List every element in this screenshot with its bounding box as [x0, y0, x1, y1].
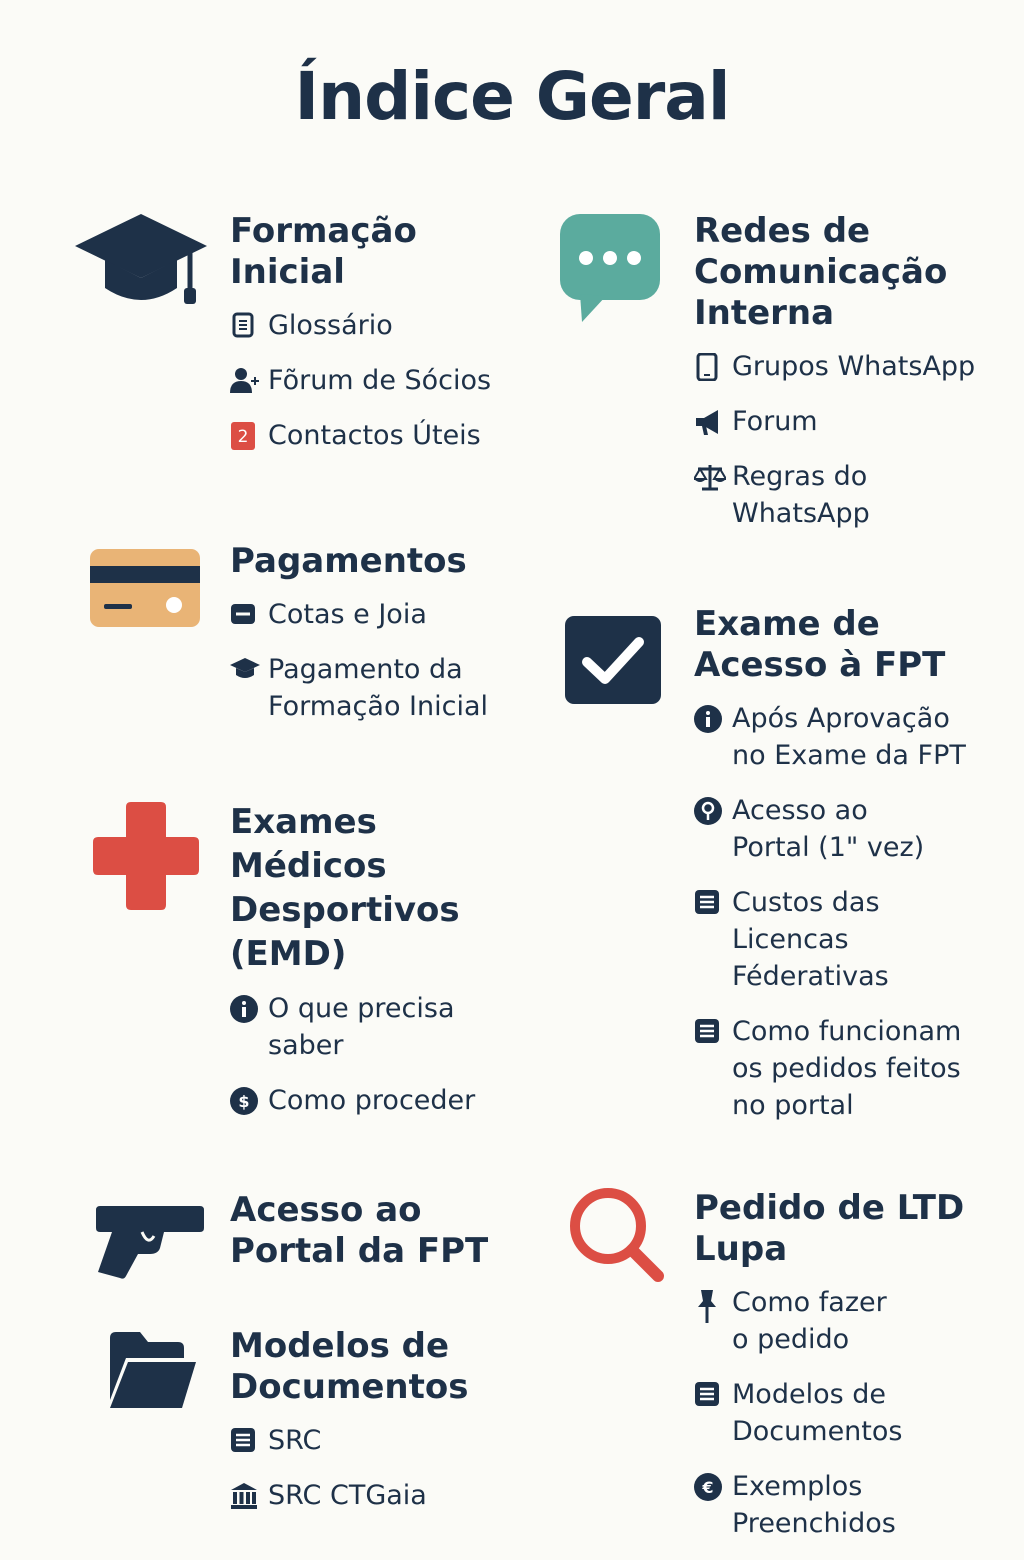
phone-icon: [694, 353, 720, 379]
menu-item-label: Glossário: [268, 310, 393, 341]
euro-icon: [694, 1473, 720, 1499]
credit-card-icon: [90, 549, 200, 627]
menu-item-exemplos-preenchidos[interactable]: [694, 1468, 1014, 1542]
graduation-cap-icon: [74, 212, 208, 308]
menu-item-custos-licencas[interactable]: [694, 884, 1014, 995]
section-formacao-inicial: [230, 211, 530, 472]
menu-item-label: Contactos Úteis: [268, 420, 481, 451]
magnifier-icon: [568, 1186, 666, 1284]
menu-item-src[interactable]: [230, 1422, 530, 1459]
menu-item-grupos-whatsapp[interactable]: [694, 348, 1014, 385]
menu-item-label: O que precisa saber: [268, 993, 455, 1061]
menu-item-label: Acesso ao Portal (1" vez): [732, 795, 925, 863]
document-icon: [230, 312, 256, 338]
section-title: Pedido de LTD Lupa: [694, 1188, 965, 1269]
section-title: Exames Médicos Desportivos (EMD): [230, 802, 460, 974]
menu-item-label: SRC CTGaia: [268, 1480, 427, 1511]
chat-bubble-icon: [560, 214, 662, 324]
coin-icon: [230, 1087, 256, 1113]
list-icon: [230, 1427, 256, 1453]
medical-cross-icon: [93, 802, 199, 910]
menu-item-label: Como funcionam os pedidos feitos no portal: [732, 1016, 962, 1121]
menu-item-pagamento-formacao[interactable]: [230, 651, 530, 725]
list-icon: [694, 1018, 720, 1044]
menu-item-forum[interactable]: [694, 403, 1014, 440]
card-small-icon: [230, 601, 256, 627]
red-badge-icon: [230, 422, 256, 448]
menu-item-cotas-joia[interactable]: [230, 596, 530, 633]
section-pagamentos: [230, 541, 530, 743]
menu-item-label: Após Aprovação no Exame da FPT: [732, 703, 966, 771]
menu-item-label: Cotas e Joia: [268, 599, 427, 630]
checkbox-icon: [565, 616, 661, 704]
svg-text:2: 2: [237, 427, 249, 447]
menu-item-label: Pagamento da Formação Inicial: [268, 654, 489, 722]
section-exames-medicos: [230, 800, 530, 1137]
section-pedido-ltd: [694, 1188, 1014, 1560]
menu-item-o-que-precisa[interactable]: [230, 990, 530, 1064]
svg-text:€: €: [702, 1478, 714, 1497]
pistol-icon: [94, 1202, 206, 1280]
location-pin-icon: [694, 797, 720, 823]
section-exame-acesso: [694, 604, 1014, 1142]
folder-icon: [108, 1330, 198, 1410]
menu-item-como-proceder[interactable]: [230, 1082, 530, 1119]
section-title: Modelos de Documentos: [230, 1326, 469, 1407]
menu-item-label: Como fazer o pedido: [732, 1287, 887, 1355]
section-title: Redes de Comunicação Interna: [694, 211, 948, 333]
menu-item-acesso-portal[interactable]: [694, 792, 1014, 866]
menu-item-label: Exemplos Preenchidos: [732, 1471, 896, 1539]
menu-item-label: Grupos WhatsApp: [732, 351, 976, 382]
list-icon: [694, 1381, 720, 1407]
menu-item-forum-socios[interactable]: [230, 362, 530, 399]
list-icon: [694, 889, 720, 915]
section-title: Acesso ao Portal da FPT: [230, 1190, 489, 1271]
menu-item-label: Custos das Licencas Féderativas: [732, 887, 889, 992]
menu-item-src-ctgaia[interactable]: [230, 1477, 530, 1514]
menu-item-como-fazer-pedido[interactable]: [694, 1284, 1014, 1358]
section-acesso-portal[interactable]: [230, 1190, 530, 1272]
menu-item-apos-aprovacao[interactable]: [694, 700, 1014, 774]
bank-icon: [230, 1482, 256, 1508]
graduation-cap-small-icon: [230, 656, 256, 682]
section-title: Exame de Acesso à FPT: [694, 604, 946, 685]
megaphone-icon: [694, 408, 720, 434]
section-redes-comunicacao: [694, 211, 1014, 550]
menu-item-regras-whatsapp[interactable]: [694, 458, 1014, 532]
menu-item-label: Regras do WhatsApp: [732, 461, 870, 529]
menu-item-label: Como proceder: [268, 1085, 476, 1116]
svg-text:$: $: [238, 1092, 250, 1111]
menu-item-label: Fõrum de Sócios: [268, 365, 492, 396]
info-icon: [230, 995, 256, 1021]
menu-item-label: Forum: [732, 406, 818, 437]
scales-icon: [694, 463, 720, 489]
menu-item-label: Modelos de Documentos: [732, 1379, 903, 1447]
menu-item-como-funcionam[interactable]: [694, 1013, 1014, 1124]
section-modelos-documentos: [230, 1326, 530, 1532]
menu-item-modelos-documentos[interactable]: [694, 1376, 1014, 1450]
menu-item-glossario[interactable]: [230, 307, 530, 344]
section-title: Pagamentos: [230, 541, 467, 581]
pushpin-icon: [694, 1289, 720, 1315]
menu-item-label: SRC: [268, 1425, 322, 1456]
info-icon: [694, 705, 720, 731]
menu-item-contactos-uteis[interactable]: [230, 417, 530, 454]
page-title: Índice Geral: [294, 58, 730, 135]
user-add-icon: [230, 367, 256, 393]
section-title: Formação Inicial: [230, 211, 417, 292]
